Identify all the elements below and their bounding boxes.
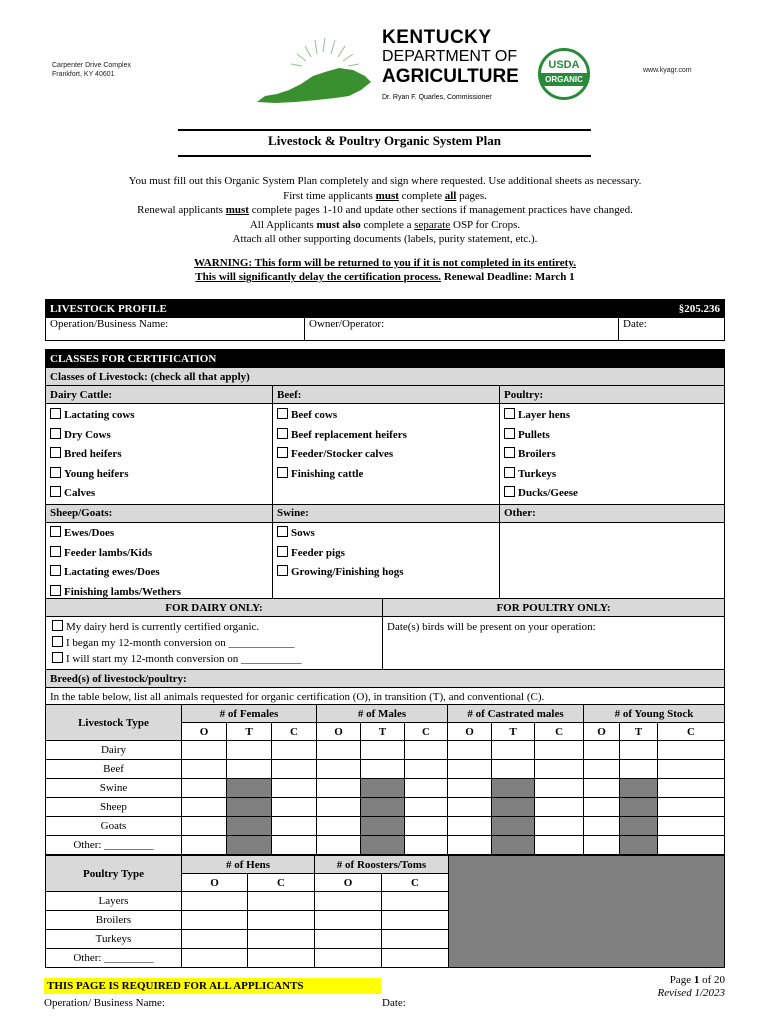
classes-subheading: Classes of Livestock: (check all that apply) (46, 368, 725, 386)
poultry-dates-field[interactable]: Date(s) birds will be present on your operation: (383, 617, 725, 670)
table-row: Sheep (46, 798, 725, 817)
castrated-males-header: # of Castrated males (448, 705, 584, 723)
breeds-field[interactable]: Breed(s) of livestock/poultry: (46, 670, 725, 688)
agency-address: Carpenter Drive Complex Frankfort, KY 40601 (52, 62, 131, 78)
beef-checkbox[interactable]: Feeder/Stocker calves (277, 445, 495, 465)
swine-checkbox[interactable]: Growing/Finishing hogs (277, 563, 495, 583)
footer-date[interactable]: Date: (382, 997, 406, 1009)
page-number: Page 1 of 20 Revised 1/2023 (657, 974, 725, 999)
kentucky-state-logo (255, 30, 380, 110)
livestock-type-header: Livestock Type (46, 705, 182, 741)
swine-checkbox[interactable]: Sows (277, 524, 495, 544)
dairy-began-conversion-checkbox[interactable]: I began my 12-month conversion on ____________ (52, 635, 376, 651)
poultry-type-table (45, 855, 725, 968)
dairy-only-heading: FOR DAIRY ONLY: (46, 599, 383, 617)
footer-operation-name[interactable]: Operation/ Business Name: (44, 997, 165, 1009)
usda-organic-seal: USDA ORGANIC (538, 48, 590, 100)
profile-date-field[interactable]: Date: (619, 318, 725, 341)
table-row: Beef (46, 760, 725, 779)
poultry-subheader-row: O C O C (46, 874, 725, 892)
beef-checkbox[interactable]: Finishing cattle (277, 465, 495, 485)
sheep-checkbox[interactable]: Ewes/Does (50, 524, 268, 544)
females-header: # of Females (182, 705, 317, 723)
table-row: Goats (46, 817, 725, 836)
poultry-checkbox[interactable]: Pullets (504, 426, 720, 446)
livestock-type-table (45, 704, 725, 855)
other-field[interactable] (500, 522, 725, 602)
table-row: Other: _________ (46, 836, 725, 855)
dairy-certified-checkbox[interactable]: My dairy herd is currently certified organic. (52, 619, 376, 635)
sheep-checkbox[interactable]: Finishing lambs/Wethers (50, 583, 268, 603)
poultry-header: Poultry: (500, 386, 725, 404)
beef-options (273, 404, 500, 505)
poultry-type-header: Poultry Type (46, 856, 182, 892)
dairy-checkbox[interactable]: Bred heifers (50, 445, 268, 465)
other-header: Other: (500, 504, 725, 522)
title-top-rule (178, 129, 591, 131)
poultry-checkbox[interactable]: Broilers (504, 445, 720, 465)
classes-heading: CLASSES FOR CERTIFICATION (46, 350, 725, 368)
dairy-cattle-header: Dairy Cattle: (46, 386, 273, 404)
dairy-start-conversion-checkbox[interactable]: I will start my 12-month conversion on ___________ (52, 651, 376, 667)
dairy-poultry-only-table (45, 598, 725, 705)
sheep-checkbox[interactable]: Lactating ewes/Does (50, 563, 268, 583)
table-row: Broilers (46, 911, 725, 930)
livestock-profile-table (45, 299, 725, 341)
shaded-area (449, 856, 725, 968)
agency-website: www.kyagr.com (643, 67, 692, 74)
classes-table (45, 349, 725, 603)
sheep-goats-header: Sheep/Goats: (46, 504, 273, 522)
poultry-checkbox[interactable]: Turkeys (504, 465, 720, 485)
poultry-checkbox[interactable]: Layer hens (504, 406, 720, 426)
hens-header: # of Hens (182, 856, 315, 874)
required-notice: THIS PAGE IS REQUIRED FOR ALL APPLICANTS (44, 978, 381, 994)
young-stock-header: # of Young Stock (584, 705, 725, 723)
dairy-checkbox[interactable]: Dry Cows (50, 426, 268, 446)
title-bottom-rule (178, 155, 591, 157)
table-instructions: In the table below, list all animals requested for organic certification (O), in transition (T), and conventional (C). (46, 688, 725, 706)
poultry-options (500, 404, 725, 505)
table-row: Turkeys (46, 930, 725, 949)
livestock-subheader-row: O T C O T C O T C O T C (46, 723, 725, 741)
warning-text: WARNING: This form will be returned to you if it is not completed in its entirety. This will significantly delay the certification process. Renewal Deadline: March 1 (194, 257, 576, 283)
dairy-checkbox[interactable]: Lactating cows (50, 406, 268, 426)
dairy-checkbox[interactable]: Calves (50, 484, 268, 504)
sheep-options (46, 522, 273, 602)
table-row: Swine (46, 779, 725, 798)
dairy-checkbox[interactable]: Young heifers (50, 465, 268, 485)
sheep-checkbox[interactable]: Feeder lambs/Kids (50, 544, 268, 564)
beef-checkbox[interactable]: Beef cows (277, 406, 495, 426)
page-title: Livestock & Poultry Organic System Plan (268, 133, 501, 148)
beef-header: Beef: (273, 386, 500, 404)
swine-options (273, 522, 500, 602)
intro-text: You must fill out this Organic System Plan completely and sign where requested. Use additional sheets as necessary. First time applicants must complete all pages. Renewal applicants must complete pages 1-10 and update other sections if management practices have changed. All Applicants must also complete a separate OSP for Crops. Attach all other supporting documents (labels, purity statement, etc.). (128, 175, 642, 246)
owner-operator-field[interactable]: Owner/Operator: (305, 318, 619, 341)
operation-name-field[interactable]: Operation/Business Name: (46, 318, 305, 341)
poultry-only-heading: FOR POULTRY ONLY: (383, 599, 725, 617)
table-row: Other: _________ (46, 949, 725, 968)
beef-checkbox[interactable]: Beef replacement heifers (277, 426, 495, 446)
table-row: Dairy (46, 741, 725, 760)
swine-checkbox[interactable]: Feeder pigs (277, 544, 495, 564)
department-logo-text: KENTUCKY DEPARTMENT OF AGRICULTURE Dr. Ryan F. Quarles, Commissioner (382, 27, 519, 101)
swine-header: Swine: (273, 504, 500, 522)
table-row: Layers (46, 892, 725, 911)
roosters-toms-header: # of Roosters/Toms (315, 856, 449, 874)
dairy-only-options (46, 617, 383, 670)
males-header: # of Males (317, 705, 448, 723)
livestock-profile-heading: LIVESTOCK PROFILE §205.236 (46, 300, 725, 318)
dairy-options (46, 404, 273, 505)
poultry-checkbox[interactable]: Ducks/Geese (504, 484, 720, 504)
